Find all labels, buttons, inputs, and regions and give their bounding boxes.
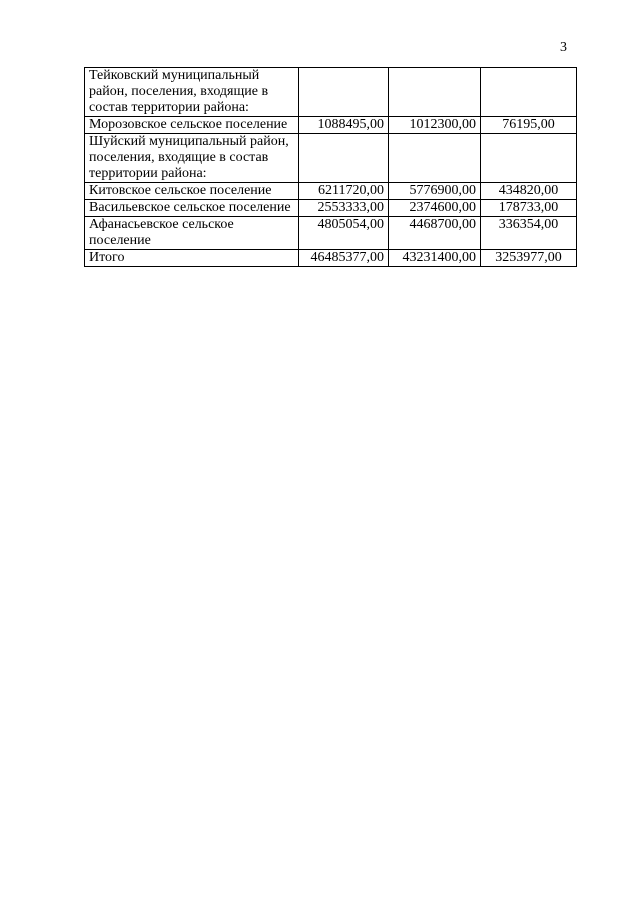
value-cell-1: 1088495,00 (299, 117, 389, 134)
row-name-cell: Морозовское сельское поселение (85, 117, 299, 134)
value-cell-3 (481, 134, 577, 183)
value-cell-2: 1012300,00 (389, 117, 481, 134)
value-cell-1 (299, 134, 389, 183)
budget-table (84, 67, 577, 267)
table-row (85, 200, 577, 217)
value-cell-2: 2374600,00 (389, 200, 481, 217)
value-cell-3: 434820,00 (481, 183, 577, 200)
row-name-cell: Китовское сельское поселение (85, 183, 299, 200)
value-cell-2 (389, 68, 481, 117)
value-cell-1: 2553333,00 (299, 200, 389, 217)
value-cell-2: 5776900,00 (389, 183, 481, 200)
value-cell-3: 3253977,00 (481, 250, 577, 267)
table-row-total (85, 250, 577, 267)
table-row-group-shuya (85, 134, 577, 183)
value-cell-1: 6211720,00 (299, 183, 389, 200)
value-cell-3: 336354,00 (481, 217, 577, 250)
row-name-cell: Тейковский муниципальный район, поселения, входящие в состав территории района: (85, 68, 299, 117)
table-row (85, 217, 577, 250)
value-cell-3: 178733,00 (481, 200, 577, 217)
table-row (85, 117, 577, 134)
table-row (85, 183, 577, 200)
row-name-cell: Афанасьевское сельское поселение (85, 217, 299, 250)
row-name-cell: Шуйский муниципальный район, поселения, входящие в состав территории района: (85, 134, 299, 183)
value-cell-3 (481, 68, 577, 117)
value-cell-2 (389, 134, 481, 183)
value-cell-1: 4805054,00 (299, 217, 389, 250)
value-cell-1: 46485377,00 (299, 250, 389, 267)
table-row-group-teykovo (85, 68, 577, 117)
value-cell-3: 76195,00 (481, 117, 577, 134)
page-number: 3 (560, 40, 567, 55)
row-name-cell: Васильевское сельское поселение (85, 200, 299, 217)
value-cell-2: 43231400,00 (389, 250, 481, 267)
row-name-cell: Итого (85, 250, 299, 267)
value-cell-2: 4468700,00 (389, 217, 481, 250)
value-cell-1 (299, 68, 389, 117)
